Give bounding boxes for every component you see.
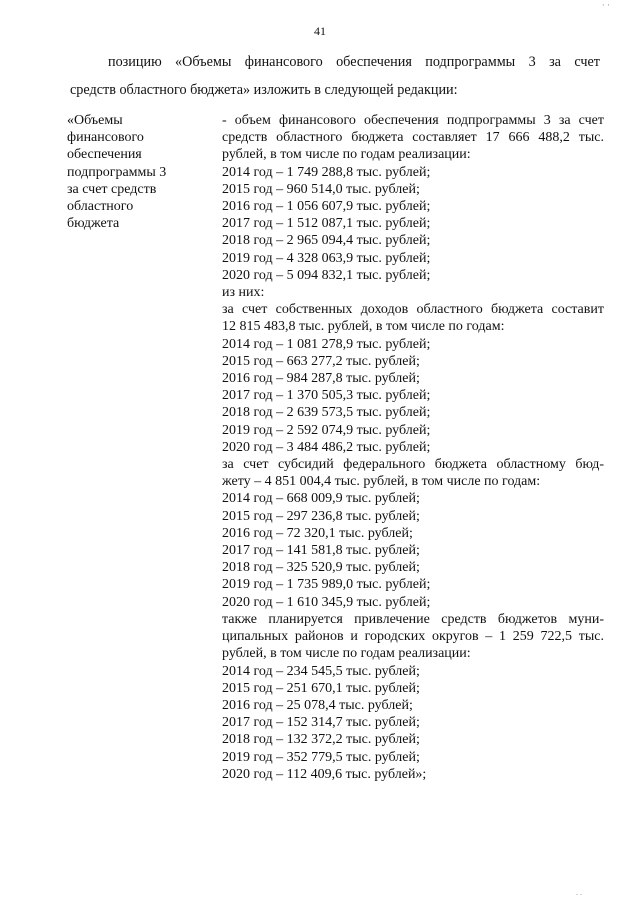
municipal-year-line: 2015 год – 251 670,1 тыс. рублей; xyxy=(222,680,420,696)
position-content xyxy=(222,112,604,783)
total-year-line: 2018 год – 2 965 094,4 тыс. рублей; xyxy=(222,233,431,249)
federal-subsidy-year-line: 2015 год – 297 236,8 тыс. рублей; xyxy=(222,508,420,524)
federal-subsidy-line-1: за счет субсидий федерального бюджета областному бюд- xyxy=(222,457,604,473)
own-revenue-year-line: 2020 год – 3 484 486,2 тыс. рублей; xyxy=(222,439,431,455)
own-revenue-year-line: 2017 год – 1 370 505,3 тыс. рублей; xyxy=(222,388,431,404)
own-revenue-year-line: 2018 год – 2 639 573,5 тыс. рублей; xyxy=(222,405,431,421)
municipal-year-line: 2014 год – 234 545,5 тыс. рублей; xyxy=(222,663,420,679)
intro-paragraph xyxy=(70,48,600,104)
municipal-funding-line-1: также планируется привлечение средств бюджетов муни- xyxy=(222,611,604,627)
total-year-line: 2014 год – 1 749 288,8 тыс. рублей; xyxy=(222,164,431,180)
own-revenue-year-line: 2019 год – 2 592 074,9 тыс. рублей; xyxy=(222,422,431,438)
total-funding-line-1: - объем финансового обеспечения подпрограммы 3 за счет xyxy=(222,113,604,128)
total-year-line: 2015 год – 960 514,0 тыс. рублей; xyxy=(222,181,420,197)
total-funding-line-2: средств областного бюджета составляет 17 666 488,2 тыс. xyxy=(222,130,604,146)
position-label-line: обеспечения xyxy=(67,147,142,163)
position-label-line: «Объемы xyxy=(67,113,123,128)
total-year-line: 2017 год – 1 512 087,1 тыс. рублей; xyxy=(222,216,431,232)
federal-subsidy-year-line: 2018 год – 325 520,9 тыс. рублей; xyxy=(222,560,420,576)
municipal-year-line: 2017 год – 152 314,7 тыс. рублей; xyxy=(222,715,420,731)
federal-subsidy-line-2: жету – 4 851 004,4 тыс. рублей, в том числе по годам: xyxy=(222,474,541,490)
federal-subsidy-year-line: 2016 год – 72 320,1 тыс. рублей; xyxy=(222,525,413,541)
position-label-line: за счет средств xyxy=(67,181,157,197)
total-funding-line-3: рублей, в том числе по годам реализации: xyxy=(222,147,471,163)
total-year-line: 2016 год – 1 056 607,9 тыс. рублей; xyxy=(222,199,431,215)
municipal-funding-line-2: ципальных районов и городских округов – 1 259 722,5 тыс. xyxy=(222,629,604,645)
municipal-year-line: 2019 год – 352 779,5 тыс. рублей; xyxy=(222,749,420,765)
of-them-label: из них: xyxy=(222,285,265,301)
federal-subsidy-year-line: 2014 год – 668 009,9 тыс. рублей; xyxy=(222,491,420,507)
scan-artifact-bottom: . . xyxy=(576,888,582,897)
own-revenue-line-1: за счет собственных доходов областного бюджета составит xyxy=(222,302,604,318)
intro-line-1: позицию «Объемы финансового обеспечения подпрограммы 3 за счет xyxy=(108,54,600,70)
position-label xyxy=(67,112,202,232)
total-year-line: 2019 год – 4 328 063,9 тыс. рублей; xyxy=(222,250,431,266)
own-revenue-year-line: 2016 год – 984 287,8 тыс. рублей; xyxy=(222,371,420,387)
position-label-line: подпрограммы 3 xyxy=(67,164,167,180)
position-label-line: областного xyxy=(67,199,134,215)
page-number: 41 xyxy=(314,24,326,38)
federal-subsidy-year-line: 2017 год – 141 581,8 тыс. рублей; xyxy=(222,543,420,559)
federal-subsidy-year-line: 2020 год – 1 610 345,9 тыс. рублей; xyxy=(222,594,431,610)
municipal-year-line: 2016 год – 25 078,4 тыс. рублей; xyxy=(222,697,413,713)
municipal-year-line: 2018 год – 132 372,2 тыс. рублей; xyxy=(222,732,420,748)
federal-subsidy-year-line: 2019 год – 1 735 989,0 тыс. рублей; xyxy=(222,577,431,593)
position-label-line: бюджета xyxy=(67,216,120,232)
scan-artifact-top: · · xyxy=(601,0,610,10)
municipal-year-line: 2020 год – 112 409,6 тыс. рублей»; xyxy=(222,766,427,782)
total-year-line: 2020 год – 5 094 832,1 тыс. рублей; xyxy=(222,267,431,283)
intro-line-2: средств областного бюджета» изложить в следующей редакции: xyxy=(70,82,458,98)
own-revenue-year-line: 2015 год – 663 277,2 тыс. рублей; xyxy=(222,353,420,369)
municipal-funding-line-3: рублей, в том числе по годам реализации: xyxy=(222,646,471,662)
own-revenue-year-line: 2014 год – 1 081 278,9 тыс. рублей; xyxy=(222,336,431,352)
own-revenue-line-2: 12 815 483,8 тыс. рублей, в том числе по годам: xyxy=(222,319,505,335)
position-label-line: финансового xyxy=(67,130,144,146)
